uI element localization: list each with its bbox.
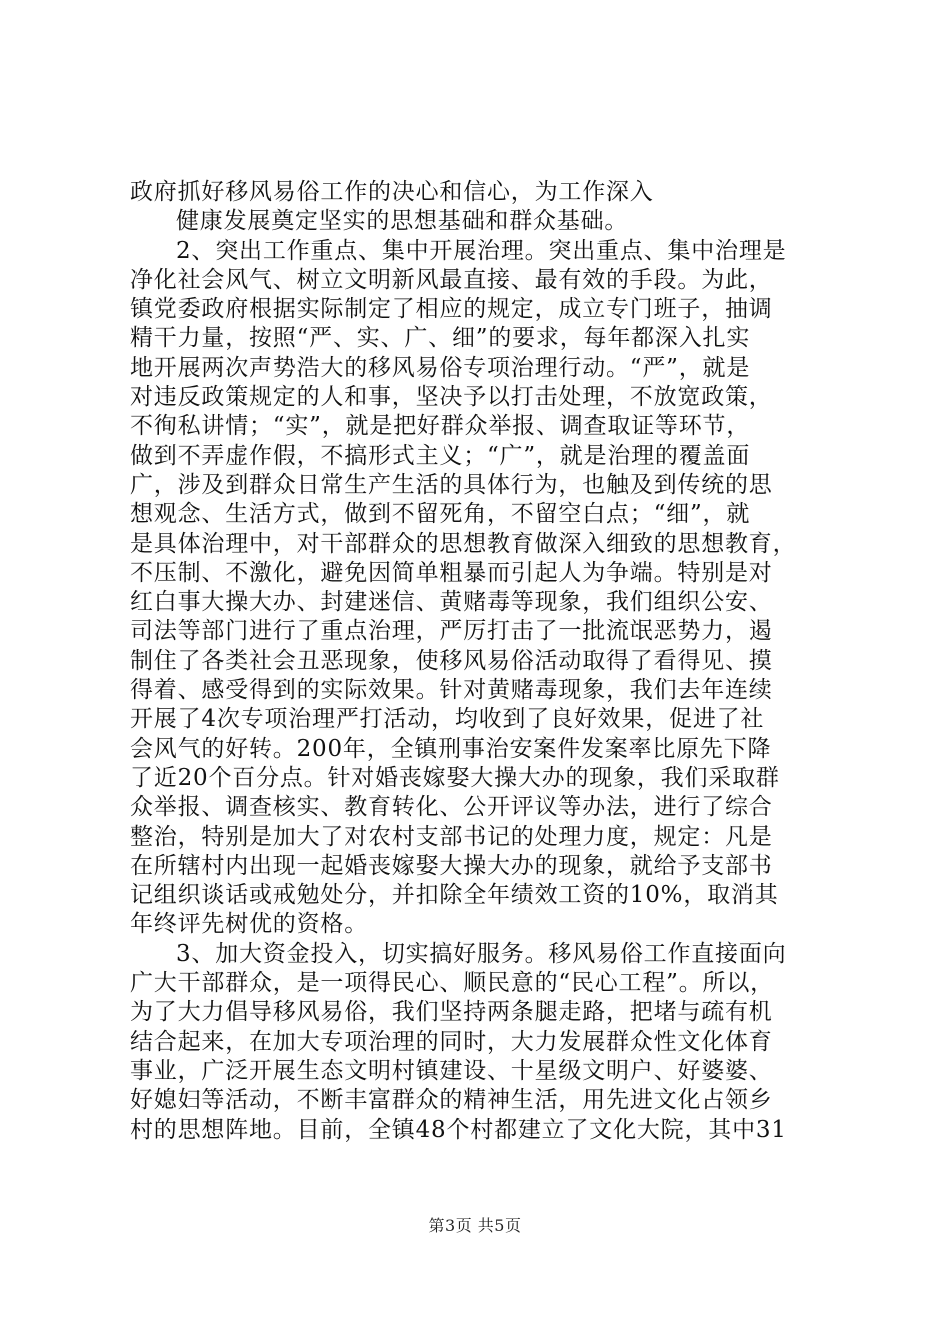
text-line-11: 广，涉及到群众日常生产生活的具体行为，也触及到传统的思 (130, 471, 773, 498)
text-line-17: 制住了各类社会丑恶现象，使移风易俗活动取得了看得见、摸 (130, 647, 773, 674)
body-text (130, 178, 830, 1145)
text-line-10: 做到不弄虚作假，不搞形式主义；“广”，就是治理的覆盖面 (130, 442, 751, 469)
text-line-26: 年终评先树优的资格。 (130, 911, 368, 938)
text-line-16: 司法等部门进行了重点治理，严厉打击了一批流氓恶势力，遏 (130, 618, 773, 645)
text-line-33: 村的思想阵地。目前，全镇48个村都建立了文化大院，其中31 (130, 1116, 787, 1143)
text-line-23: 整治，特别是加大了对农村支部书记的处理力度，规定：凡是 (130, 823, 773, 850)
text-line-21: 了近20个百分点。针对婚丧嫁娶大操大办的现象，我们采取群 (130, 764, 780, 791)
text-line-24: 在所辖村内出现一起婚丧嫁娶大操大办的现象，就给予支部书 (130, 852, 773, 879)
text-line-20: 会风气的好转。200年，全镇刑事治安案件发案率比原先下降 (130, 735, 772, 762)
text-line-18: 得着、感受得到的实际效果。针对黄赌毒现象，我们去年连续 (130, 677, 773, 704)
text-line-1: 政府抓好移风易俗工作的决心和信心，为工作深入 (130, 179, 654, 205)
text-line-13: 是具体治理中，对干部群众的思想教育做深入细致的思想教育， (130, 530, 797, 557)
text-line-2: 健康发展奠定坚实的思想基础和群众基础。 (176, 208, 629, 235)
text-line-30: 结合起来，在加大专项治理的同时，大力发展群众性文化体育 (130, 1028, 773, 1055)
text-line-27: 3、加大资金投入，切实搞好服务。移风易俗工作直接面向 (176, 940, 787, 967)
text-line-5: 镇党委政府根据实际制定了相应的规定，成立专门班子，抽调 (130, 296, 773, 323)
text-line-29: 为了大力倡导移风易俗，我们坚持两条腿走路，把堵与疏有机 (130, 999, 773, 1026)
text-line-6: 精干力量，按照“严、实、广、细”的要求，每年都深入扎实 (130, 325, 751, 352)
text-line-19: 开展了4次专项治理严打活动，均收到了良好效果，促进了社 (130, 706, 765, 733)
text-line-22: 众举报、调查核实、教育转化、公开评议等办法，进行了综合 (130, 794, 773, 821)
text-line-25: 记组织谈话或戒勉处分，并扣除全年绩效工资的10%，取消其 (130, 882, 779, 909)
page-footer: 第3页 共5页 (428, 1216, 522, 1235)
text-line-12: 想观念、生活方式，做到不留死角，不留空白点；“细”，就 (130, 501, 751, 528)
text-line-8: 对违反政策规定的人和事，坚决予以打击处理，不放宽政策， (130, 384, 773, 411)
text-line-32: 好媳妇等活动，不断丰富群众的精神生活，用先进文化占领乡 (130, 1087, 773, 1114)
text-line-3: 2、突出工作重点、集中开展治理。突出重点、集中治理是 (176, 237, 787, 264)
text-line-15: 红白事大操大办、封建迷信、黄赌毒等现象，我们组织公安、 (130, 589, 773, 616)
text-line-7: 地开展两次声势浩大的移风易俗专项治理行动。“严”，就是 (130, 354, 751, 381)
text-line-31: 事业，广泛开展生态文明村镇建设、十星级文明户、好婆婆、 (130, 1057, 773, 1084)
text-line-9: 不徇私讲情；“实”，就是把好群众举报、调查取证等环节， (130, 413, 751, 440)
text-line-28: 广大干部群众，是一项得民心、顺民意的“民心工程”。所以， (130, 970, 774, 997)
text-line-14: 不压制、不激化，避免因简单粗暴而引起人为争端。特别是对 (130, 559, 773, 586)
text-line-4: 净化社会风气、树立文明新风最直接、最有效的手段。为此， (130, 266, 773, 293)
